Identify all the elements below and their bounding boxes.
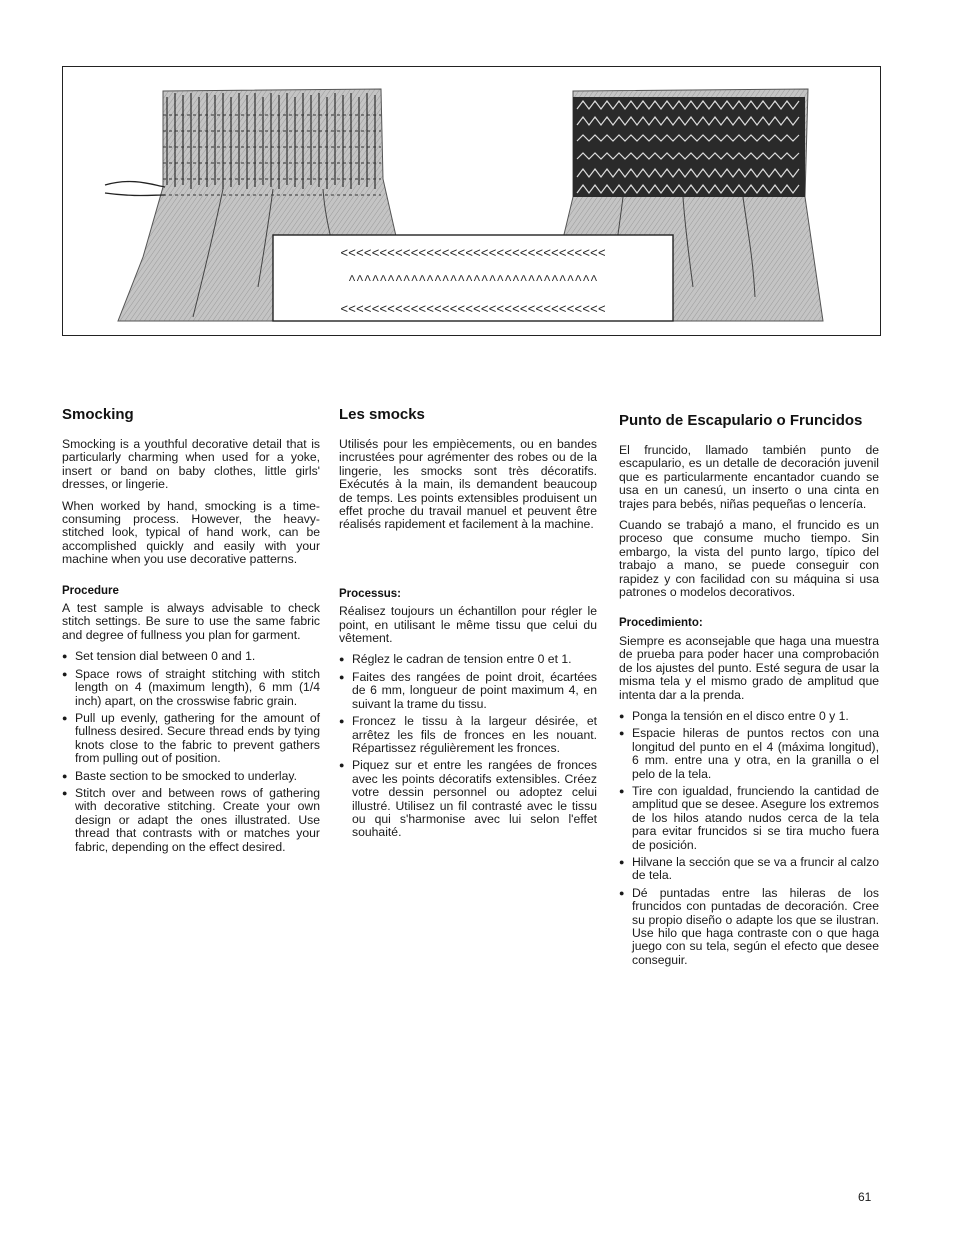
- page-number: 61: [858, 1190, 872, 1204]
- list-item: ● Pull up evenly, gathering for the amount of fullness desired. Secure thread ends by tying knots close to the fabric to prevent gathers from pulling out of position.: [62, 712, 320, 766]
- list-item: ● Espacie hileras de puntos rectos con una longitud del punto en el 4 (máxima longitud), 6 mm. entre una y otra, en la granilla o el pelo de la tela.: [619, 727, 879, 781]
- list-item: ● Dé puntadas entre las hileras de los fruncidos con puntadas de decoración. Cree su propio diseño o adapte los que se ilustran. Use hilo que haga contraste con o que haga juego con su tela, según el efecto que desee conseguir.: [619, 887, 879, 967]
- french-column: [339, 406, 597, 844]
- list-item: ● Tire con igualdad, frunciendo la cantidad de amplitud que se desee. Asegure los extremos de los hilos atando nudos cerca de la tela para evitar fruncidos si se tira mucho fuera de posición.: [619, 785, 879, 852]
- spanish-procedure-text: Siempre es aconsejable que haga una muestra de prueba para poder hacer una comprobación de los ajustes del punto. Esté segura de usar la misma tela y el mismo grado de amplitud que intenta dar a la prenda.: [619, 633, 879, 702]
- english-procedure-text: A test sample is always advisable to check stitch settings. Be sure to use the same fabric and degree of fullness you plan for garment.: [62, 601, 320, 642]
- french-procedure-title: Processus:: [339, 587, 402, 600]
- list-item: ● Baste section to be smocked to underlay.: [62, 770, 320, 783]
- spanish-intro-1: El fruncido, llamado también punto de escapulario, es un detalle de decoración juvenil que es particularmente encantador cuando se usa en un canesú, un inserto o una cinta en trajes para bebés, niñas pequeñas o lencería.: [619, 443, 879, 511]
- stitch-pattern-row-1: <<<<<<<<<<<<<<<<<<<<<<<<<<<<<<<<<<: [340, 246, 606, 261]
- list-item: ● Réglez le cadran de tension entre 0 et 1.: [339, 653, 597, 666]
- french-intro-1: Utilisés pour les empiècements, ou en bandes incrustées pour agrémenter des robes ou de la lingerie, les smocks sont très décoratifs. Exécutés à la main, ils demandent beaucoup de temps. Les points extensibles produisent un effet proche du travail manuel et peuvent être réalisés rapidement et facilement à la machine.: [339, 437, 597, 532]
- spanish-procedure-title: Procedimiento:: [619, 617, 703, 630]
- list-item: ● Ponga la tensión en el disco entre 0 y 1.: [619, 710, 879, 723]
- list-item: ● Space rows of straight stitching with stitch length on 4 (maximum length), 6 mm (1/4 inch) apart, on the crosswise fabric grain.: [62, 668, 320, 708]
- english-procedure-title: Procedure: [62, 584, 119, 597]
- illustration-frame: [62, 66, 881, 336]
- stitch-sample-box: [273, 235, 673, 321]
- english-intro-1: Smocking is a youthful decorative detail that is particularly charming when used for a yoke, insert or band on baby clothes, little girls' dresses, or lingerie.: [62, 437, 320, 492]
- spanish-title: Punto de Escapulario o Fruncidos: [619, 412, 863, 429]
- english-column: [62, 406, 320, 858]
- english-intro-2: When worked by hand, smocking is a time-consuming process. However, the heavy-stitched look, typical of hand work, can be accomplished quickly and easily with your machine when you use decorative patterns.: [62, 498, 320, 567]
- spanish-intro-2: Cuando se trabajó a mano, el fruncido es un proceso que consume mucho tiempo. Sin embargo, la vista del punto largo, típico del trabajo a mano, se puede conseguir con rapidez y con facilidad con su máquina si usa patrones o modelos decorativos.: [619, 518, 879, 600]
- list-item: ● Piquez sur et entre les rangées de fronces avec les points décoratifs extensibles. Créez votre dessin personnel ou adoptez celui illustré. Utilisez un fil contrasté avec le tissu ou qui s'harmonise avec lui selon l'effet souhaité.: [339, 759, 597, 839]
- spanish-column: [619, 412, 879, 971]
- stitch-pattern-row-2: ^^^^^^^^^^^^^^^^^^^^^^^^^^^^^^^^: [348, 273, 598, 288]
- list-item: ● Froncez le tissu à la largeur désirée, et arrêtez les fils de fronces en les nouant. Répartissez régulièrement les fronces.: [339, 715, 597, 755]
- stitch-pattern-row-3: <<<<<<<<<<<<<<<<<<<<<<<<<<<<<<<<<<: [340, 302, 606, 317]
- list-item: ● Hilvane la sección que se va a fruncir al calzo de tela.: [619, 856, 879, 883]
- smocking-illustration: [63, 67, 882, 337]
- list-item: ● Faites des rangées de point droit, écartées de 6 mm, longueur de point maximum 4, en suivant la trame du tissu.: [339, 671, 597, 711]
- english-title: Smocking: [62, 406, 134, 423]
- french-steps: [339, 653, 597, 839]
- list-item: ● Set tension dial between 0 and 1.: [62, 650, 320, 663]
- french-title: Les smocks: [339, 406, 425, 423]
- french-procedure-text: Réalisez toujours un échantillon pour régler le point, en utilisant le même tissu que celui du vêtement.: [339, 604, 597, 646]
- spanish-steps: [619, 710, 879, 967]
- english-steps: [62, 650, 320, 854]
- list-item: ● Stitch over and between rows of gathering with decorative stitching. Create your own design or adapt the ones illustrated. Use thread that contrasts with or matches your fabric, depending on the effect desired.: [62, 787, 320, 854]
